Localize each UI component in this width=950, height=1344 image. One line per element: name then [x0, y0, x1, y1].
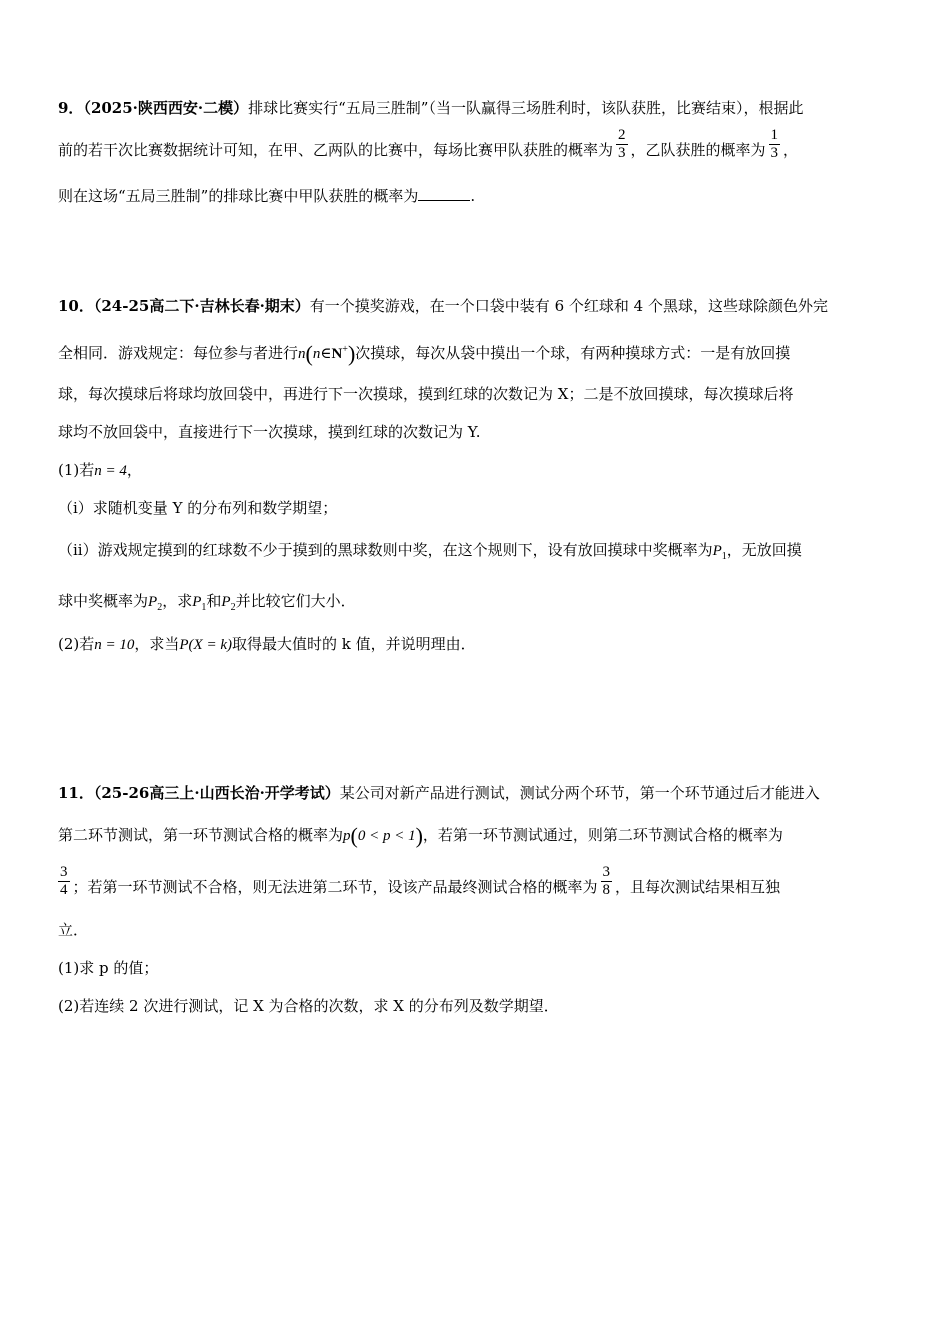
q10-part-ii2-text-b: ，求	[162, 592, 193, 610]
q10-part-2-text-b: ，求当	[134, 635, 180, 653]
q10-eq-n4: n = 4	[94, 463, 127, 479]
q10-source: （24-25高二下·吉林长春·期末）	[93, 297, 310, 315]
q10-part-ii-text-b: ，无放回摸	[726, 541, 802, 559]
q10-number: 10．	[58, 297, 94, 315]
q11-text-4: 立．	[58, 921, 89, 939]
q10-text-4: 球均不放回袋中，直接进行下一次摸球，摸到红球的次数记为 Y.	[58, 423, 481, 441]
q9-line-3	[58, 186, 475, 206]
q9-fraction-1: $\frac{2}{3}$	[618, 126, 626, 161]
q10-part-1-label: (1)若	[58, 461, 95, 479]
q10-expr-PXk: P(X = k)	[179, 637, 232, 653]
q10-part-ii-line-2: 球中奖概率为$P_2$，求$P_1$和$P_2$并比较它们大小．	[58, 592, 356, 613]
q11-part-1	[58, 958, 158, 978]
q11-text-2a: 第二环节测试，第一环节测试合格的概率为	[58, 826, 344, 844]
q10-sup-plus: +	[342, 344, 348, 355]
q10-part-ii2-text-a: 球中奖概率为	[58, 592, 149, 610]
q10-part-i	[58, 498, 337, 518]
q9-text-2a: 前的若干次比赛数据统计可知，在甲、乙两队的比赛中，每场比赛甲队获胜的概率为	[58, 141, 614, 159]
q10-line-2: 全相同．游戏规定：每位参与者进行n(n∈N+)次摸球，每次从袋中摸出一个球，有两种摸球方式：一是有放回摸	[58, 341, 791, 366]
q10-line-1	[58, 296, 828, 316]
q11-text-2b: ，若第一环节测试通过，则第二环节测试合格的概率为	[422, 826, 783, 844]
q10-part-ii-text-a: （ii）游戏规定摸到的红球数不少于摸到的黑球数则中奖，在这个规则下，设有放回摸球中奖概率为	[58, 541, 713, 559]
answer-blank[interactable]	[418, 186, 470, 201]
q11-var-p: p	[343, 828, 351, 844]
q11-line-2: 第二环节测试，第一环节测试合格的概率为p(0 < p < 1)，若第一环节测试通过，则第二环节测试合格的概率为	[58, 823, 783, 848]
q10-part-i-text: （i）求随机变量 Y 的分布列和数学期望；	[58, 499, 338, 517]
q10-line-3	[58, 384, 793, 404]
q10-P2: P	[148, 594, 158, 610]
q10-P1: P	[712, 543, 722, 559]
q11-text-1: 某公司对新产品进行测试，测试分两个环节，第一个环节通过后才能进入	[339, 784, 820, 802]
q11-condition: 0 < p < 1	[357, 828, 416, 844]
q11-number: 11．	[58, 784, 94, 802]
q9-text-2c: ，	[783, 141, 799, 159]
q9-source: （2025·陕西西安·二模）	[83, 99, 249, 117]
q10-part-1-comma: ，	[126, 461, 142, 479]
q10-part-ii2-text-c: 和	[206, 592, 222, 610]
q10-text-2a: 全相同．游戏规定：每位参与者进行	[58, 344, 299, 362]
q9-line-1	[58, 98, 803, 118]
q9-line-2	[58, 126, 799, 162]
q11-line-1	[58, 783, 820, 803]
q9-number: 9．	[58, 99, 84, 117]
q10-part-1	[58, 460, 142, 481]
q10-text-1: 有一个摸奖游戏，在一个口袋中装有 6 个红球和 4 个黑球，这些球除颜色外完	[309, 297, 828, 315]
q10-P1b: P	[192, 594, 202, 610]
q10-eq-n10: n = 10	[94, 637, 135, 653]
q10-var-n: n	[298, 346, 306, 362]
q10-P2b: P	[221, 594, 231, 610]
q10-line-4	[58, 422, 481, 442]
q11-text-3a: ；若第一环节测试不合格，则无法进第二环节，设该产品最终测试合格的概率为	[72, 878, 598, 896]
q11-text-3b: ，且每次测试结果相互独	[615, 878, 781, 896]
q11-fraction-2: $\frac{3}{8}$	[602, 863, 611, 898]
q9-period: .	[470, 187, 476, 205]
q9-text-3: 则在这场“五局三胜制”的排球比赛中甲队获胜的概率为	[58, 187, 419, 205]
q11-fraction-1: $\frac{3}{4}$	[60, 863, 68, 898]
q10-part-ii-line-1: （ii）游戏规定摸到的红球数不少于摸到的黑球数则中奖，在这个规则下，设有放回摸球中奖概率为$P_1$，无放回摸	[58, 541, 802, 562]
q10-part-ii2-text-d: 并比较它们大小．	[235, 592, 356, 610]
q11-source: （25-26高三上·山西长治·开学考试）	[93, 784, 340, 802]
q10-var-n2: n	[312, 346, 321, 362]
q11-part-2-text: (2)若连续 2 次进行测试，记 X 为合格的次数，求 X 的分布列及数学期望．	[58, 997, 559, 1015]
q10-in-symbol: ∈	[320, 346, 332, 362]
q10-text-2b: 次摸球，每次从袋中摸出一个球，有两种摸球方式：一是有放回摸	[355, 344, 791, 362]
q10-set-N: N	[331, 346, 343, 362]
q11-line-4	[58, 920, 88, 940]
q11-part-1-text: (1)求 p 的值；	[58, 959, 159, 977]
q10-part-2-label: (2)若	[58, 635, 95, 653]
q9-text-2b: ，乙队获胜的概率为	[630, 141, 766, 159]
q10-part-2-text-c: 取得最大值时的 k 值，并说明理由．	[232, 635, 476, 653]
q10-text-3: 球，每次摸球后将球均放回袋中，再进行下一次摸球，摸到红球的次数记为 X；二是不放回摸球，每次摸球后将	[58, 385, 794, 403]
q10-part-2	[58, 634, 476, 655]
q9-text-1: 排球比赛实行“五局三胜制”（当一队赢得三场胜利时，该队获胜，比赛结束），根据此	[248, 99, 804, 117]
q11-part-2	[58, 996, 559, 1016]
q9-fraction-2: $\frac{1}{3}$	[770, 126, 779, 161]
q11-line-3	[58, 863, 781, 899]
